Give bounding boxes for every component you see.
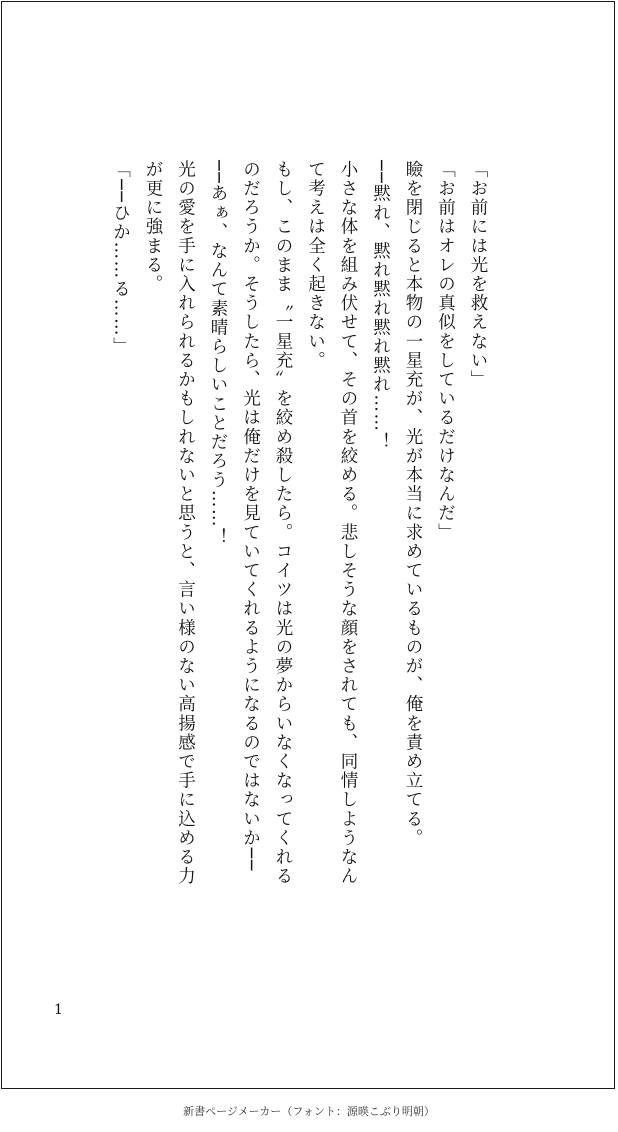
page-number: 1 xyxy=(54,1002,63,1018)
book-page xyxy=(1,1,615,1089)
text-line: のだろうか。そうしたら、光は俺だけを見ていてくれるようになるのではないか── xyxy=(240,160,261,872)
text-line: 「──ひか……る……」 xyxy=(110,160,131,357)
text-line: 「お前はオレの真似をしているだけなんだ」 xyxy=(435,160,456,542)
text-line: ──あぁ、なんて素晴らしいことだろう……！ xyxy=(208,160,228,548)
text-line: もし、このまま〝一星充〟を絞め殺したら。コイツは光の夢からいなくなってくれる xyxy=(273,160,293,886)
text-line: 瞼を閉じると本物の一星充が、光が本当に求めているものが、俺を責め立てる。 xyxy=(403,160,423,848)
text-line: 光の愛を手に入れられるかもしれないと思うと、言い様のない高揚感で手に込める力 xyxy=(175,160,196,886)
text-line: 小さな体を組み伏せて、その首を絞める。悲しそうな顔をされても、同情しようなん xyxy=(338,160,358,886)
text-line: 「お前には光を救えない」 xyxy=(468,160,488,390)
text-line: て考えは全く起きない。 xyxy=(305,160,326,371)
footer-caption: 新書ページメーカー（フォント：源暎こぶり明朝） xyxy=(183,1105,435,1118)
text-line: ──黙れ、黙れ黙れ黙れ黙れ……！ xyxy=(370,160,391,452)
vertical-text-body xyxy=(104,160,494,900)
text-line: が更に強まる。 xyxy=(143,160,163,294)
